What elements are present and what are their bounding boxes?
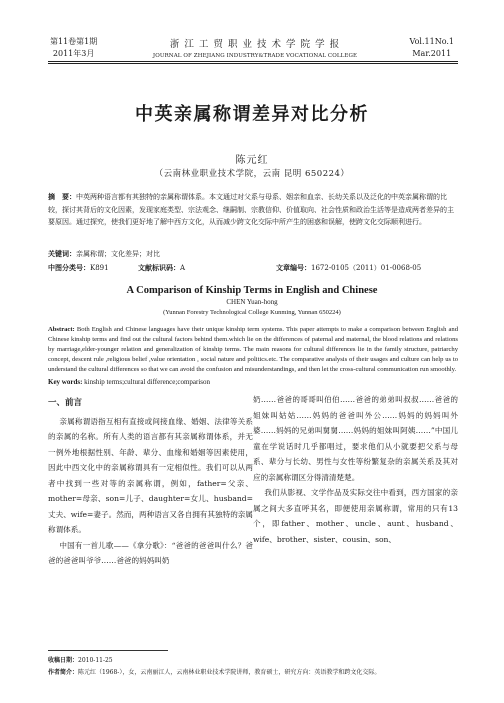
body-paragraph: 中国有一首儿歌——《拿分歌》：“爸爸的爸爸叫什么？爸爸的爸爸叫爷爷……爸爸的妈妈叫奶 (48, 540, 253, 565)
section-heading-introduction: 一、前言 (48, 398, 83, 408)
body-paragraph: 我们从影视、文学作品及实际交往中看到，西方国家的亲属之间大多直呼其名，即便使用亲属称谓，常用的只有13个，即father、mother、uncle、aunt、husband、wife、brother、sister、cousin、son、 (253, 488, 458, 544)
received-value: 2010-11-25 (78, 657, 113, 664)
doc-code-value: A (180, 264, 186, 272)
affiliation-cn: （云南林业职业技术学院，云南 昆明 650224） (154, 169, 350, 179)
article-number (276, 263, 421, 273)
running-head-right (410, 36, 454, 60)
footnote (48, 655, 468, 679)
document-code (138, 263, 185, 273)
journal-name-en: JOURNAL OF ZHEJIANG INDUSTRY&TRADE VOCATIONAL COLLEGE (152, 53, 358, 59)
keywords-cn (48, 249, 458, 259)
bio-label: 作者简介： (48, 669, 79, 676)
article-title-en: A Comparison of Kinship Terms in English and Chinese (126, 285, 378, 296)
journal-name-cn: 浙 江 工 贸 职 业 技 术 学 院 学 报 (169, 39, 341, 50)
author-bio (48, 667, 468, 679)
date-cn: 2011年3月 (52, 49, 95, 58)
article-no-value: 1672-0105（2011）01-0068-05 (311, 264, 422, 272)
header-rule-double (48, 63, 458, 64)
footnote-rule (48, 650, 168, 651)
running-head-center (150, 36, 360, 59)
keywords-en (48, 378, 458, 386)
keywords-label-cn: 关键词： (48, 249, 76, 258)
abstract-label-cn: 摘 要： (48, 192, 76, 201)
abstract-text-en: Both English and Chinese languages have their unique kinship term systems. This paper attempts to make a comparison between English and Chinese kinship terms and find out the cultural factors behind them.which lie on the differences of paternal and maternal, the blood relations and relations by marriage,elder-younger relation and generalization of kinship terms. The main reasons for cultural differences lie in the family structure, patriarchy concept, descent rule ,religious belief ,value orientation , social nature and politics.etc. The comparative analysis of their usages and culture can help us to understand the cultural differences so that we can avoid the confusion and misunderstandings, and then let the cross-cultural communication run smoothly. (48, 326, 458, 373)
clc-value: K891 (90, 264, 109, 272)
bio-value: 陈元红（1968-），女，云南丽江人，云南林业职业技术学院讲师，教育硕士，研究方向：英语教学和跨文化交际。 (78, 669, 381, 676)
article-title-cn: 中英亲属称谓差异对比分析 (135, 104, 369, 125)
clc-number (48, 263, 109, 273)
keywords-label-en: Key words: (48, 378, 83, 386)
affiliation-en: (Yunnan Forestry Technological College Kunming, Yunnan 650224) (163, 309, 341, 316)
author-cn: 陈元红 (235, 155, 269, 166)
clc-label: 中图分类号： (48, 263, 90, 272)
article-no-label: 文章编号： (276, 263, 311, 272)
author-en: CHEN Yuan-hong (226, 298, 278, 306)
abstract-cn (48, 191, 458, 229)
received-label: 收稿日期： (48, 657, 79, 664)
running-head-left (50, 36, 97, 60)
abstract-text-cn: 中英两种语言都有其独特的亲属称谓体系。本文通过对父系与母系、姻亲和血亲、长幼关系以及泛化的中英亲属称谓的比较，探讨其背后的文化因素，发现家庭类型、宗法观念、继嗣制、宗教信仰、价值取向、社会性质和政治生活等是造成两者差异的主要原因。通过探究，使我们更好地了解中西方文化，从而减少跨文化交际中所产生的困惑和误解，使跨文化交际顺利进行。 (48, 193, 454, 226)
volume-issue-cn: 第11卷第1期 (50, 37, 98, 46)
keywords-text-en: kinship terms;cultural difference;comparison (84, 378, 211, 386)
received-date (48, 655, 468, 667)
date-en: Mar.2011 (412, 49, 452, 58)
abstract-label-en: Abstract: (48, 326, 75, 333)
volume-issue-en: Vol.11No.1 (409, 37, 454, 46)
body-column-right (253, 392, 458, 547)
body-column-left (48, 392, 253, 569)
body-paragraph: 亲属称谓语指互相有直接或间接血缘、婚姻、法律等关系的亲属的名称。所有人类的语言都有其亲属称谓体系，并无一例外地根据性别、年龄、辈分、血缘和婚姻等因素使用，因此中西文化中的亲属称谓具有一定相似性。我们可以从两者中找到一些对等的亲属称谓，例如，father=父亲、mother=母亲、son=儿子、daughter=女儿、husband=丈夫、wife=妻子。然而，两种语言又各自拥有其独特的亲属称谓体系。 (48, 416, 253, 534)
doc-code-label: 文献标识码： (138, 263, 180, 272)
abstract-en (48, 325, 458, 375)
body-paragraph: 奶……爸爸的哥哥叫伯伯……爸爸的弟弟叫叔叔……爸爸的姐妹叫姑姑……妈妈的爸爸叫外公……妈妈的妈妈叫外婆……妈妈的兄弟叫舅舅……妈妈的姐妹叫阿姨……”中国儿童在学说话时几乎都唱过，要求他们从小就要把父系与母系、辈分与长幼、男性与女性等纷繁复杂的亲属关系及其对应的亲属称谓区分得清清楚楚。 (253, 395, 458, 482)
header-rule (48, 61, 458, 62)
keywords-text-cn: 亲属称谓；文化差异；对比 (76, 250, 160, 258)
